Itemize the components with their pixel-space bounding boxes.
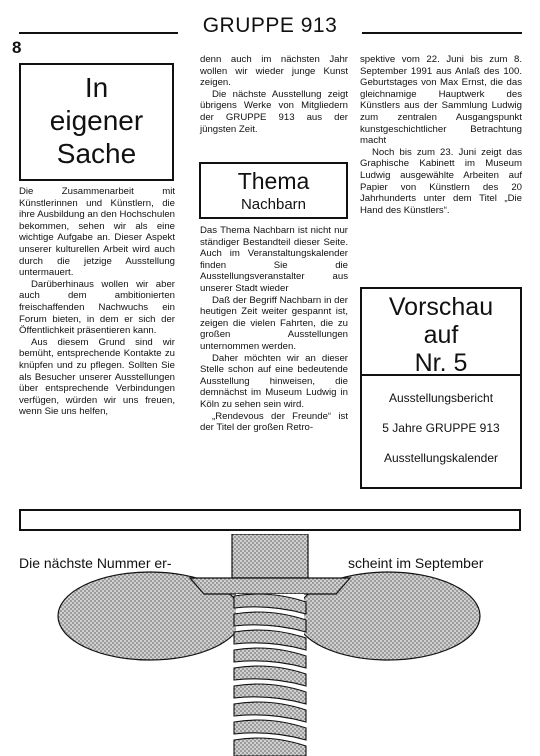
left-column-text <box>19 186 175 418</box>
header-rule-right <box>362 32 522 34</box>
thema-subheading: Nachbarn <box>240 196 307 213</box>
vorschau-item: 5 Jahre GRUPPE 913 <box>382 421 500 435</box>
thema-nachbarn-box <box>199 162 348 219</box>
article-paragraph: Aus diesem Grund sind wir bemüht, entsprechende Kontakte zu knüpfen und zu pflegen. Sollten Sie als Besucher unserer Ausstellungen über entsprechende Verbindungen verfügen, würden wir uns freuen, wenn Sie uns helfen, <box>19 336 175 418</box>
vorschau-box <box>360 287 522 489</box>
article-paragraph: Das Thema Nachbarn ist nicht nur ständiger Bestandteil dieser Seite. Auch im Veranstaltungskalender finden Sie die Ausstellungsveranstalter aus unserer Stadt wieder <box>200 225 348 294</box>
right-column-text <box>360 54 522 216</box>
middle-column-upper-text <box>200 54 348 135</box>
article-paragraph: Die Zusammenarbeit mit Künstlerinnen und Künstlern, die ihre Ausbildung an den Hochschulen bekommen, sehen wir als eine wichtige Aufgabe an. Dieser Aspekt unserer kulturellen Arbeit wird auch durch die jetzige Ausstellung untermauert. <box>19 186 175 279</box>
page-title: GRUPPE 913 <box>202 14 338 37</box>
article-paragraph: Daß der Begriff Nachbarn in der heutigen Zeit weiter gespannt ist, zeigen die vielen Fahrten, die zu großen Ausstellungen unternommen werden. <box>200 294 348 352</box>
article-paragraph: spektive vom 22. Juni bis zum 8. September 1991 aus Anlaß des 100. Geburtstages von Max Ernst, die das gleichnamige Hauptwerk des Künstlers aus der Sammlung Ludwig zum zentralen Ausgangspunkt kunstgeschichtlicher Betrachtung macht <box>360 54 522 147</box>
vorschau-heading-line1: Vorschau <box>388 293 494 321</box>
bolt-shoulders <box>190 578 350 594</box>
bolt-neck <box>232 534 308 578</box>
in-eigener-sache-box <box>19 63 174 181</box>
banner-frame <box>19 509 521 531</box>
article-paragraph: Die nächste Ausstellung zeigt übrigens Werke von Mitgliedern der GRUPPE 913 aus der jüngsten Zeit. <box>200 88 348 135</box>
page-number: 8 <box>12 38 22 57</box>
header-rule-left <box>19 32 178 34</box>
in-eigener-sache-heading-line3: Sache <box>56 138 137 169</box>
in-eigener-sache-heading-line1: In <box>84 72 109 103</box>
vorschau-item: Ausstellungskalender <box>383 451 499 465</box>
next-issue-text-left: Die nächste Nummer er- <box>19 555 172 571</box>
next-issue-text-right: scheint im September <box>348 555 484 571</box>
bolt-thread <box>234 594 306 756</box>
article-paragraph: denn auch im nächsten Jahr wollen wir wieder junge Kunst zeigen. <box>200 54 348 89</box>
vorschau-item: Ausstellungsbericht <box>388 391 494 405</box>
vorschau-heading-line2: auf <box>423 321 459 349</box>
vorschau-heading <box>362 289 520 377</box>
middle-column-lower-text <box>200 225 348 434</box>
article-paragraph: Daher möchten wir an dieser Stelle schon auf eine bedeutende Ausstellung hinweisen, die demnächst im Museum Ludwig in Köln zu sehen sein wird. <box>200 352 348 410</box>
vorschau-heading-line3: Nr. 5 <box>414 349 468 377</box>
article-paragraph: „Rendevous der Freunde“ ist der Titel der großen Retro- <box>200 410 348 434</box>
article-paragraph: Darüberhinaus wollen wir aber auch dem ambitionierten freischaffenden Nachwuchs ein Forum bieten, in dem er sich der Öffentlichkeit präsentieren kann. <box>19 278 175 337</box>
article-paragraph: Noch bis zum 23. Juni zeigt das Graphische Kabinett im Museum Ludwig ausgewählte Arbeiten auf Papier von Künstlern des 20 Jahrhunderts unter dem Titel „Die Hand des Künstlers“. <box>360 146 522 216</box>
in-eigener-sache-heading-line2: eigener <box>49 105 144 136</box>
thema-heading: Thema <box>237 168 310 194</box>
